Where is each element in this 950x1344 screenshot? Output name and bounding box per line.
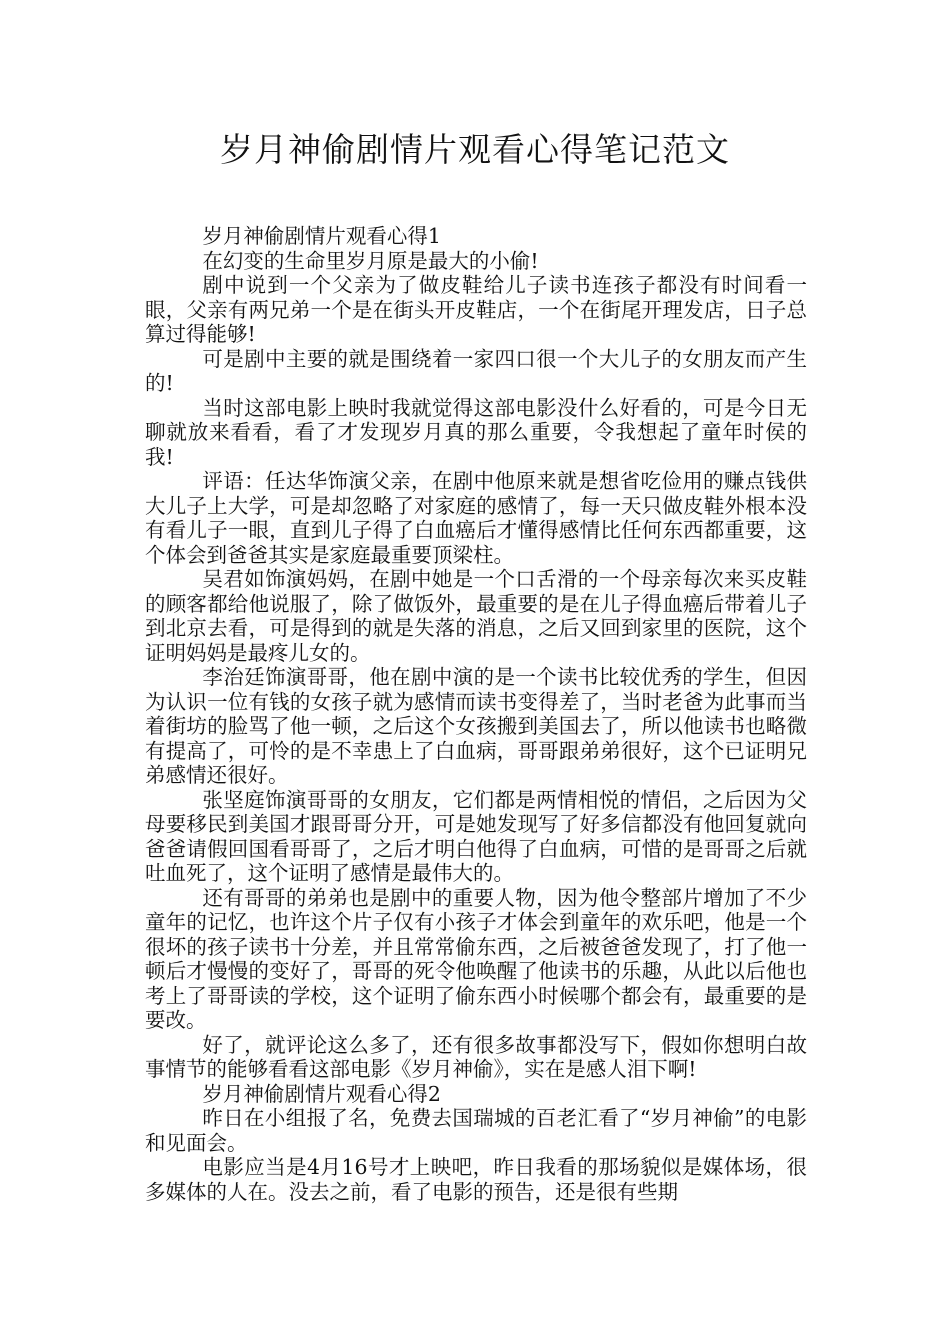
paragraph: 评语：任达华饰演父亲，在剧中他原来就是想省吃俭用的赚点钱供大儿子上大学，可是却忽略了对家庭的感情了，每一天只做皮鞋外根本没有看儿子一眼，直到儿子得了白血癌后才懂得感情比任何东西都重要，这个体会到爸爸其实是家庭最重要顶梁柱。	[145, 469, 807, 567]
paragraph: 好了，就评论这么多了，还有很多故事都没写下，假如你想明白故事情节的能够看看这部电影《岁月神偷》，实在是感人泪下啊!	[145, 1032, 807, 1081]
paragraph: 剧中说到一个父亲为了做皮鞋给儿子读书连孩子都没有时间看一眼，父亲有两兄弟一个是在街头开皮鞋店，一个在街尾开理发店，日子总算过得能够!	[145, 273, 807, 346]
document-title: 岁月神偷剧情片观看心得笔记范文	[220, 130, 730, 169]
paragraph: 电影应当是4月16号才上映吧，昨日我看的那场貌似是媒体场，很多媒体的人在。没去之前，看了电影的预告，还是很有些期	[145, 1155, 807, 1204]
paragraph: 可是剧中主要的就是围绕着一家四口很一个大儿子的女朋友而产生的!	[145, 346, 807, 395]
paragraph: 李治廷饰演哥哥，他在剧中演的是一个读书比较优秀的学生，但因为认识一位有钱的女孩子就为感情而读书变得差了，当时老爸为此事而当着街坊的脸骂了他一顿，之后这个女孩搬到美国去了，所以他读书也略微有提高了，可怜的是不幸患上了白血病，哥哥跟弟弟很好，这个已证明兄弟感情还很好。	[145, 665, 807, 787]
document-body	[145, 224, 807, 1204]
paragraph: 还有哥哥的弟弟也是剧中的重要人物，因为他令整部片增加了不少童年的记忆，也许这个片子仅有小孩子才体会到童年的欢乐吧，他是一个很坏的孩子读书十分差，并且常常偷东西，之后被爸爸发现了，打了他一顿后才慢慢的变好了，哥哥的死令他唤醒了他读书的乐趣，从此以后他也考上了哥哥读的学校，这个证明了偷东西小时候哪个都会有，最重要的是要改。	[145, 885, 807, 1032]
paragraph: 张坚庭饰演哥哥的女朋友，它们都是两情相悦的情侣，之后因为父母要移民到美国才跟哥哥分开，可是她发现写了好多信都没有他回复就向爸爸请假回国看哥哥了，之后才明白他得了白血病，可惜的是哥哥之后就吐血死了，这个证明了感情是最伟大的。	[145, 787, 807, 885]
heading-part-2: 岁月神偷剧情片观看心得2	[202, 1081, 441, 1106]
paragraph: 吴君如饰演妈妈，在剧中她是一个口舌滑的一个母亲每次来买皮鞋的顾客都给他说服了，除了做饭外，最重要的是在儿子得血癌后带着儿子到北京去看，可是得到的就是失落的消息，之后又回到家里的医院，这个证明妈妈是最疼儿女的。	[145, 567, 807, 665]
heading-part-1: 岁月神偷剧情片观看心得1	[202, 224, 441, 248]
paragraph: 在幻变的生命里岁月原是最大的小偷!	[202, 248, 539, 273]
paragraph: 昨日在小组报了名，免费去国瑞城的百老汇看了“岁月神偷”的电影和见面会。	[145, 1106, 807, 1155]
paragraph: 当时这部电影上映时我就觉得这部电影没什么好看的，可是今日无聊就放来看看，看了才发现岁月真的那么重要，令我想起了童年时侯的我!	[145, 395, 807, 469]
